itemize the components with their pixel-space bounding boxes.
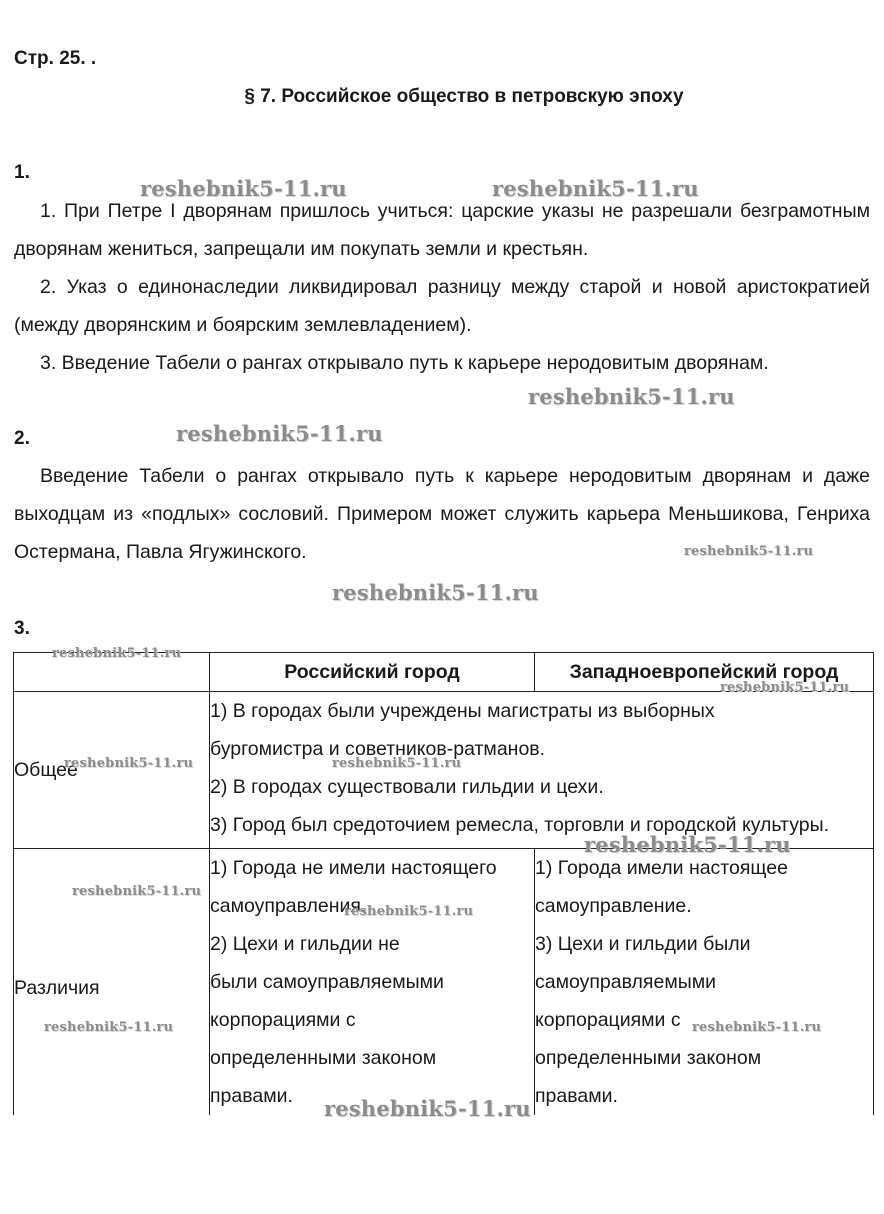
- common-item-3: 3) Город был средоточием ремесла, торговли и городской культуры.: [210, 814, 830, 836]
- watermark: reshebnik5-11.ru: [684, 544, 814, 559]
- watermark: reshebnik5-11.ru: [720, 680, 850, 695]
- watermark: reshebnik5-11.ru: [44, 1020, 174, 1035]
- watermark: reshebnik5-11.ru: [492, 176, 699, 201]
- watermark: reshebnik5-11.ru: [332, 580, 539, 605]
- section-title: § 7. Российское общество в петровскую эпоху: [244, 86, 684, 107]
- q1-paragraph-1: 1. При Петре I дворянам пришлось учиться: царские указы не разрешали безграмотным дворянам жениться, запрещали им покупать земли и крестьян.: [14, 200, 870, 260]
- q1-paragraph-3: 3. Введение Табели о рангах открывало путь к карьере неродовитым дворянам.: [40, 352, 769, 374]
- row-label-common: Общее: [14, 692, 210, 849]
- question-3-number: 3.: [14, 618, 30, 639]
- header-western-city: Западноевропейский город: [535, 653, 874, 692]
- question-1-answer: [14, 192, 870, 382]
- row-label-differences: Различия: [14, 849, 210, 1116]
- watermark: reshebnik5-11.ru: [52, 646, 182, 661]
- watermark: reshebnik5-11.ru: [584, 832, 791, 857]
- watermark: reshebnik5-11.ru: [140, 176, 347, 201]
- header-russian-city: Российский город: [210, 653, 535, 692]
- russian-diff-item-2: 2) Цехи и гильдии не были самоуправляемыми корпорациями с определенными законом правами.: [210, 933, 444, 1107]
- watermark: reshebnik5-11.ru: [72, 884, 202, 899]
- common-item-1: 1) В городах были учреждены магистраты из выборных бургомистра и советников-ратманов.: [210, 700, 715, 760]
- western-diff-item-1: 1) Города имели настоящее самоуправление.: [535, 857, 788, 917]
- watermark: reshebnik5-11.ru: [344, 904, 474, 919]
- question-2-number: 2.: [14, 428, 30, 449]
- watermark: reshebnik5-11.ru: [692, 1020, 822, 1035]
- watermark: reshebnik5-11.ru: [64, 756, 194, 771]
- watermark: reshebnik5-11.ru: [332, 756, 462, 771]
- watermark: reshebnik5-11.ru: [324, 1096, 531, 1121]
- watermark: reshebnik5-11.ru: [176, 421, 383, 446]
- russian-diff-item-1: 1) Города не имели настоящего самоуправления.: [210, 857, 497, 917]
- q2-paragraph-1: Введение Табели о рангах открывало путь к карьере неродовитым дворянам и даже выходцам из «подлых» сословий. Примером может служить карьера Меньшикова, Генриха Остермана, Павла Ягужинского.: [14, 465, 870, 563]
- western-diff-item-2: 3) Цехи и гильдии были самоуправляемыми корпорациями с определенными законом правами.: [535, 933, 762, 1107]
- question-1-number: 1.: [14, 162, 30, 183]
- watermark: reshebnik5-11.ru: [528, 384, 735, 409]
- russian-differences-cell: [210, 849, 535, 1116]
- q1-paragraph-2: 2. Указ о единонаследии ликвидировал разницу между старой и новой аристократией (между дворянским и боярским землевладением).: [14, 276, 870, 336]
- western-differences-cell: [535, 849, 874, 1116]
- page-label: Стр. 25. .: [14, 48, 97, 69]
- common-item-2: 2) В городах существовали гильдии и цехи.: [210, 776, 604, 798]
- common-cell: [210, 692, 874, 849]
